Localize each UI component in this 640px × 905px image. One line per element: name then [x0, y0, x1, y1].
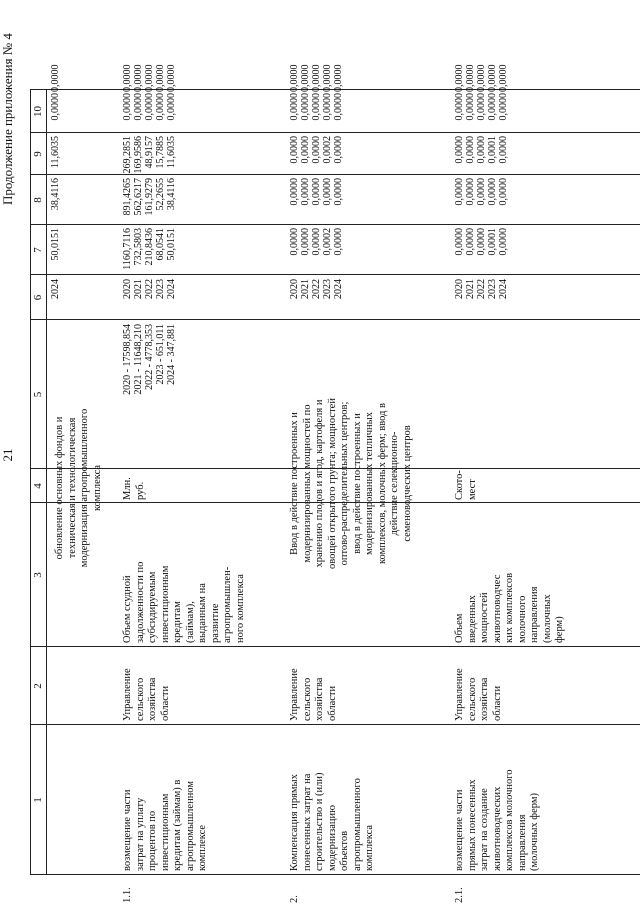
executor: Управление — [454, 668, 465, 721]
value-cell: 0,0000 — [498, 64, 509, 92]
value-cell: 0,0000 — [476, 93, 487, 121]
indicator: оптово-распределительных центров; — [339, 401, 350, 566]
value-cell: 0,0000 — [166, 64, 177, 92]
value-cell: 0,0000 — [322, 178, 333, 206]
row-name: инвестиционным — [159, 793, 171, 871]
column-border — [30, 724, 640, 725]
value-cell: 0,0000 — [155, 93, 166, 121]
value-cell: 0,0000 — [454, 93, 465, 121]
year-cell: 2021 — [133, 279, 144, 299]
value-cell: 0,0000 — [465, 93, 476, 121]
indicator: агропромышлен- — [222, 566, 233, 643]
value-cell: 0,0001 — [487, 136, 498, 164]
row-name: возмещение части — [454, 789, 465, 871]
value-cell: 0,0000 — [333, 228, 344, 256]
page-number: 21 — [0, 448, 15, 462]
indicator: животноводчес — [491, 574, 503, 643]
value-cell: 0,0000 — [50, 64, 61, 92]
indicator: введенных — [466, 595, 478, 643]
year-cell: 2020 — [122, 279, 133, 299]
value-cell: 0,0000 — [122, 64, 133, 92]
row-name: кредитам (займам) в — [172, 779, 183, 871]
indicator: (молочных — [541, 594, 553, 643]
value-cell: 15,7885 — [155, 136, 166, 169]
value-cell: 210,8436 — [144, 228, 155, 266]
row-name: затрат на создание — [479, 788, 490, 871]
year-cell: 2024 — [333, 279, 344, 299]
row-name: (молочных ферм) — [529, 793, 540, 871]
value-cell: 0,0000 — [476, 228, 487, 256]
indicator: действие селекционно- — [389, 431, 400, 536]
year-cell: 2023 — [322, 279, 333, 299]
value-cell: 0,0000 — [322, 64, 333, 92]
executor: хозяйства — [479, 677, 490, 721]
value-cell: 169,9586 — [133, 136, 144, 174]
indicator: Объем ссудной — [122, 575, 133, 643]
year-cell: 2020 — [289, 279, 300, 299]
continuation-title: Продолжение приложения № 4 — [0, 33, 15, 205]
indicator: направления — [529, 586, 540, 643]
value-cell: 0,0000 — [487, 64, 498, 92]
value-cell: 0,0000 — [311, 93, 322, 121]
indicator: ких комплексов — [504, 572, 515, 643]
value-cell: 0,0002 — [322, 136, 333, 164]
row-number: 2.1. — [454, 887, 465, 903]
indicator: модернизированных мощностей по — [301, 404, 313, 563]
year-cell: 2022 — [476, 279, 487, 299]
value-cell: 0,0000 — [289, 136, 300, 164]
indicator: задолженности по — [134, 561, 146, 643]
year-cell: 2024 — [498, 279, 509, 299]
plan-value: 2023 - 651,011 — [155, 324, 166, 385]
row-name: животноводческих — [491, 786, 503, 871]
value-cell: 0,0000 — [155, 64, 166, 92]
indicator: развитие — [209, 603, 221, 643]
row-name: направления — [516, 814, 528, 871]
indicator: кредитам — [172, 601, 183, 643]
header-bottom-border — [46, 90, 47, 875]
executor: сельского — [301, 677, 313, 721]
value-cell: 11,6035 — [166, 136, 177, 169]
value-cell: 0,0000 — [311, 178, 322, 206]
header-cell: 8 — [32, 197, 44, 203]
value-cell: 50,0151 — [166, 228, 177, 261]
indicator: овощей открытого грунта; мощностей — [326, 398, 338, 569]
year-cell: 2024 — [166, 279, 177, 299]
plan-value: 2022 - 4778,353 — [144, 324, 155, 390]
value-cell: 0,0000 — [454, 228, 465, 256]
header-cell: 7 — [32, 247, 44, 253]
indicator: инвестиционным — [159, 565, 171, 643]
continued-text: комплекса — [91, 464, 103, 512]
row-name: затрат на уплату — [134, 797, 146, 871]
indicator: ввод в действие построенных и — [351, 413, 363, 554]
value-cell: 732,5803 — [133, 228, 144, 266]
header-cell: 9 — [32, 151, 44, 157]
row-name: прямых понесенных — [466, 779, 478, 871]
value-cell: 0,0000 — [144, 64, 155, 92]
header-cell: 6 — [32, 294, 44, 301]
row-name: комплексе — [197, 824, 208, 871]
header-cell: 10 — [32, 106, 44, 117]
year-cell: 2020 — [454, 279, 465, 299]
value-cell: 48,9157 — [144, 136, 155, 169]
indicator: ного комплекса — [234, 574, 246, 643]
executor: хозяйства — [147, 677, 158, 721]
value-cell: 0,0000 — [133, 64, 144, 92]
indicator: Объем — [454, 613, 465, 643]
executor: области — [491, 685, 503, 721]
year-cell: 2023 — [155, 279, 166, 299]
header-cell: 4 — [32, 483, 44, 489]
value-cell: 0,0000 — [465, 136, 476, 164]
indicator: модернизированных тепличных — [364, 412, 375, 555]
value-cell: 38,4116 — [166, 178, 177, 211]
value-cell: 0,0000 — [465, 178, 476, 206]
value-cell: 11,6035 — [50, 136, 61, 169]
row-name: модернизацию — [326, 805, 338, 871]
value-cell: 0,0000 — [311, 228, 322, 256]
row-number: 1.1. — [122, 887, 133, 903]
value-cell: 38,4116 — [50, 178, 61, 211]
executor: области — [326, 685, 338, 721]
value-cell: 0,0000 — [454, 64, 465, 92]
value-cell: 0,0000 — [300, 136, 311, 164]
value-cell: 0,0000 — [476, 178, 487, 206]
executor: сельского — [134, 677, 146, 721]
year-cell: 2022 — [311, 279, 322, 299]
indicator: выданным на — [197, 583, 208, 643]
value-cell: 891,4265 — [122, 178, 133, 216]
indicator: субсидируемым — [147, 571, 158, 643]
value-cell: 0,0000 — [487, 93, 498, 121]
plan-value: 2021 - 11648,210 — [133, 324, 144, 395]
value-cell: 0,0000 — [133, 93, 144, 121]
value-cell: 0,0000 — [498, 93, 509, 121]
value-cell: 0,0000 — [454, 136, 465, 164]
value-cell: 0,0000 — [300, 178, 311, 206]
executor: Управление — [289, 668, 300, 721]
row-name: строительство и (или) — [314, 772, 325, 871]
value-cell: 0,0000 — [333, 178, 344, 206]
value-cell: 0,0000 — [50, 93, 61, 121]
row-name: возмещение части — [122, 789, 133, 871]
unit: Млн. — [122, 477, 133, 500]
year-cell: 2021 — [465, 279, 476, 299]
year-cell: 2023 — [487, 279, 498, 299]
header-cell: 1 — [32, 797, 44, 803]
value-cell: 0,0000 — [333, 64, 344, 92]
row-name: агропромышленном — [184, 780, 196, 871]
indicator: мощностей — [479, 592, 490, 643]
executor: сельского — [466, 677, 478, 721]
year-cell: 2022 — [144, 279, 155, 299]
value-cell: 0,0000 — [333, 136, 344, 164]
value-cell: 0,0000 — [289, 93, 300, 121]
row-name: комплекса — [364, 824, 375, 871]
column-border — [30, 319, 640, 320]
unit: Ското- — [454, 470, 465, 500]
value-cell: 0,0000 — [454, 178, 465, 206]
plan-value: 2020 - 17598,854 — [122, 324, 133, 395]
column-border — [30, 646, 640, 647]
value-cell: 0,0000 — [300, 93, 311, 121]
value-cell: 0,0000 — [498, 178, 509, 206]
value-cell: 0,0000 — [476, 136, 487, 164]
value-cell: 0,0000 — [300, 64, 311, 92]
value-cell: 0,0000 — [122, 93, 133, 121]
row-name: агропромышленного — [351, 778, 363, 871]
header-cell: 2 — [32, 683, 44, 689]
value-cell: 0,0000 — [498, 228, 509, 256]
unit: руб. — [134, 481, 146, 500]
indicator: ферм) — [554, 616, 565, 643]
indicator: Ввод в действие построенных и — [289, 412, 300, 555]
value-cell: 0,0000 — [311, 136, 322, 164]
indicator: комплексов, молочных ферм; ввод в — [376, 403, 388, 565]
year-cell: 2021 — [300, 279, 311, 299]
indicator: (займам), — [184, 601, 196, 643]
value-cell: 0,0000 — [476, 64, 487, 92]
value-cell: 50,0151 — [50, 228, 61, 261]
value-cell: 0,0000 — [289, 228, 300, 256]
value-cell: 52,2655 — [155, 178, 166, 211]
row-name: Компенсация прямых — [289, 774, 300, 871]
value-cell: 0,0000 — [333, 93, 344, 121]
value-cell: 0,0000 — [311, 64, 322, 92]
value-cell: 1160,7116 — [122, 228, 133, 270]
plan-value: 2024 - 347,881 — [166, 324, 177, 385]
header-cell: 3 — [32, 572, 44, 578]
value-cell: 0,0000 — [498, 136, 509, 164]
row-name: комплексов молочного — [504, 769, 515, 871]
value-cell: 0,0000 — [487, 178, 498, 206]
indicator: хранению плодов и ягод, картофеля и — [314, 399, 325, 568]
executor: области — [159, 685, 171, 721]
indicator: семеноводческих центров — [401, 425, 413, 542]
executor: Управление — [122, 668, 133, 721]
value-cell: 161,9279 — [144, 178, 155, 216]
value-cell: 269,2851 — [122, 136, 133, 174]
value-cell: 0,0000 — [465, 64, 476, 92]
value-cell: 0,0001 — [487, 228, 498, 256]
value-cell: 0,0002 — [322, 228, 333, 256]
value-cell: 0,0000 — [322, 93, 333, 121]
header-cell: 5 — [32, 391, 44, 398]
value-cell: 0,0000 — [289, 178, 300, 206]
value-cell: 0,0000 — [465, 228, 476, 256]
table-top-border — [30, 90, 31, 875]
continued-text: модернизация агропромышленного — [79, 408, 90, 568]
executor: хозяйства — [314, 677, 325, 721]
value-cell: 562,6217 — [133, 178, 144, 216]
unit: мест — [466, 479, 478, 500]
value-cell: 0,0000 — [166, 93, 177, 121]
row-name: процентов по — [147, 810, 158, 871]
value-cell: 0,0000 — [144, 93, 155, 121]
continued-text: обновление основных фондов и — [54, 416, 65, 560]
continued-text: техническая и технологическая — [66, 417, 78, 559]
value-cell: 68,0541 — [155, 228, 166, 261]
year-cell: 2024 — [50, 279, 61, 299]
row-name: понесенных затрат на — [301, 773, 313, 871]
indicator: молочного — [516, 595, 528, 643]
row-number: 2. — [289, 895, 300, 903]
row-name: объектов — [339, 830, 350, 871]
value-cell: 0,0000 — [289, 64, 300, 92]
value-cell: 0,0000 — [300, 228, 311, 256]
